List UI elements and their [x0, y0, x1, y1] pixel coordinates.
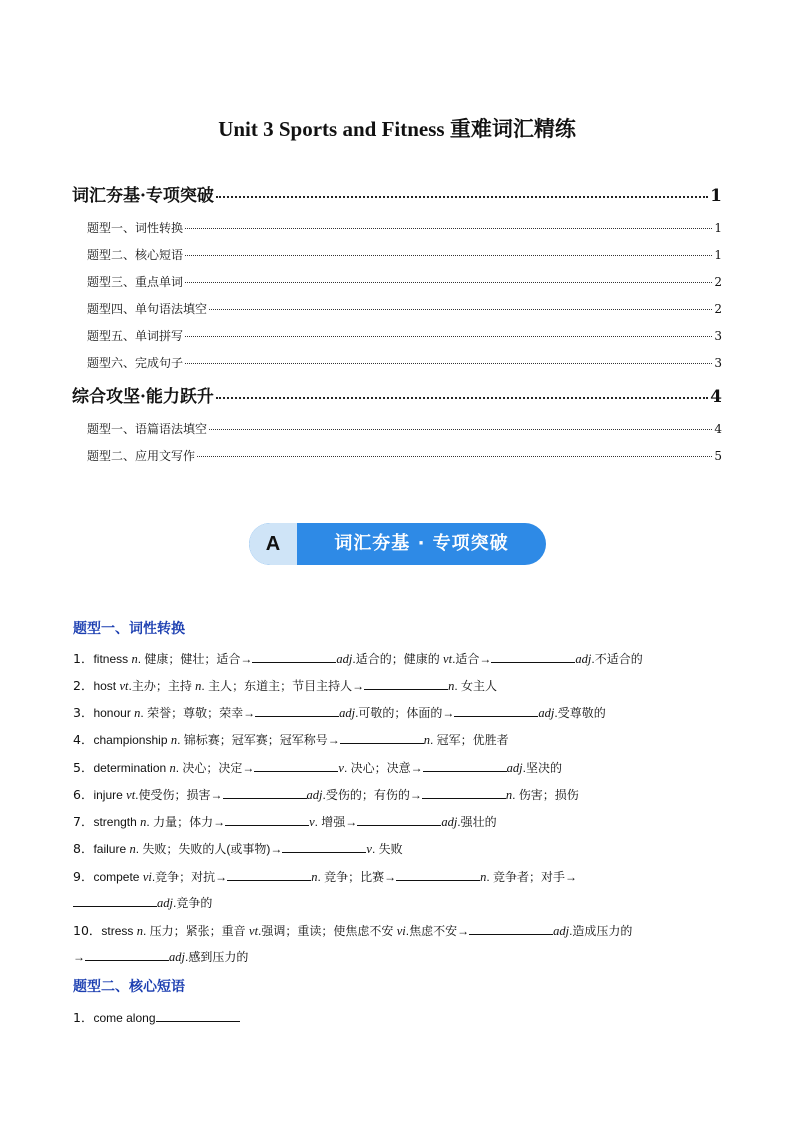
- part-of-speech: n: [140, 815, 147, 829]
- exercise-text: . 失败: [371, 842, 403, 856]
- item-number: 9．: [73, 869, 94, 884]
- toc-page-number: 1: [714, 221, 722, 235]
- part-of-speech: adj: [339, 706, 356, 720]
- exercise-line: [73, 921, 632, 939]
- exercise-line: [73, 839, 403, 857]
- part-of-speech: vt: [249, 924, 259, 938]
- answer-blank[interactable]: [340, 731, 424, 744]
- toc-entry-label: 题型一、语篇语法填空: [87, 422, 208, 436]
- exercise-text: . 增强→: [314, 815, 358, 829]
- exercise-line: [73, 649, 643, 667]
- part-of-speech: adj: [336, 652, 353, 666]
- exercise-line: [73, 894, 212, 911]
- part-of-speech: adj: [553, 924, 570, 938]
- answer-blank[interactable]: [396, 868, 480, 881]
- item-number: 10．: [73, 923, 102, 938]
- exercise-line: [73, 1008, 240, 1026]
- part-of-speech: n: [480, 870, 487, 884]
- exercise-text: .强壮的: [457, 815, 497, 829]
- exercise-text: . 荣誉；尊敬；荣幸→: [140, 706, 256, 720]
- part-of-speech: n: [311, 870, 318, 884]
- toc-dot-leader: [185, 336, 712, 337]
- exercise-text: .坚决的: [522, 761, 562, 775]
- toc-page-number: 4: [714, 422, 722, 436]
- part-of-speech: n: [195, 679, 202, 693]
- toc-entry[interactable]: [72, 382, 722, 407]
- toc-page-number: 4: [710, 387, 722, 407]
- item-number: 2．: [73, 678, 94, 693]
- toc-entry[interactable]: [72, 219, 722, 236]
- toc-dot-leader: [185, 282, 712, 283]
- answer-blank[interactable]: [491, 650, 575, 663]
- toc-page-number: 1: [714, 248, 722, 262]
- answer-blank[interactable]: [73, 894, 157, 907]
- part-of-speech: n: [136, 924, 143, 938]
- answer-blank[interactable]: [357, 813, 441, 826]
- exercise-line: [73, 785, 579, 803]
- toc-entry-label: 综合攻坚·能力跃升: [72, 387, 214, 407]
- answer-blank[interactable]: [282, 840, 366, 853]
- toc-dot-leader: [209, 429, 712, 430]
- part-of-speech: n: [170, 733, 178, 747]
- part-of-speech: adj: [538, 706, 555, 720]
- answer-blank[interactable]: [85, 948, 169, 961]
- toc-page-number: 2: [714, 275, 722, 289]
- exercise-text: .可敬的；体面的→: [355, 706, 455, 720]
- exercise-line: [73, 812, 497, 830]
- exercise-text: . 锦标赛；冠军赛；冠军称号→: [177, 733, 340, 747]
- exercise-text: . 冠军；优胜者: [430, 733, 509, 747]
- part-of-speech: n: [448, 679, 455, 693]
- exercise-line: [73, 730, 509, 748]
- toc-dot-leader: [185, 228, 712, 229]
- exercise-text: . 竞争；比赛→: [317, 870, 397, 884]
- toc-entry-label: 题型六、完成句子: [87, 356, 184, 370]
- answer-blank[interactable]: [423, 759, 507, 772]
- exercise-text: strength: [93, 815, 141, 829]
- answer-blank[interactable]: [364, 677, 448, 690]
- toc-entry[interactable]: [72, 447, 722, 464]
- toc-entry-label: 题型二、核心短语: [87, 248, 184, 262]
- section-heading-core-phrases: 题型二、核心短语: [73, 979, 185, 995]
- exercise-text: . 压力；紧张；重音: [143, 924, 250, 938]
- exercise-text: failure: [93, 842, 130, 856]
- toc-entry[interactable]: [72, 273, 722, 290]
- part-of-speech: n: [423, 733, 431, 747]
- part-of-speech: n: [134, 706, 141, 720]
- item-number: 6．: [73, 787, 94, 802]
- toc-dot-leader: [216, 196, 708, 198]
- exercise-text: .竞争的: [172, 896, 213, 910]
- toc-entry[interactable]: [72, 246, 722, 263]
- part-of-speech: v: [338, 761, 344, 775]
- toc-entry[interactable]: [72, 420, 722, 437]
- toc-entry-label: 题型四、单句语法填空: [87, 302, 208, 316]
- part-of-speech: n: [169, 761, 176, 775]
- toc-page-number: 1: [710, 186, 722, 206]
- toc-entry-label: 题型三、重点单词: [87, 275, 184, 289]
- page-title: Unit 3 Sports and Fitness 重难词汇精练: [218, 117, 576, 141]
- toc-entry[interactable]: [72, 354, 722, 371]
- answer-blank[interactable]: [225, 813, 309, 826]
- answer-blank[interactable]: [454, 704, 538, 717]
- exercise-text: .强调；重读；使焦虑不安: [258, 924, 397, 938]
- item-number: 5．: [73, 760, 94, 775]
- exercise-text: injure: [93, 788, 127, 802]
- section-badge-letter: A: [249, 523, 297, 565]
- toc-entry-label: 题型二、应用文写作: [87, 449, 196, 463]
- answer-blank[interactable]: [223, 786, 307, 799]
- item-number: 8．: [73, 841, 94, 856]
- toc-entry[interactable]: [72, 300, 722, 317]
- exercise-text: .适合→: [452, 652, 492, 666]
- exercise-text: host: [93, 679, 120, 693]
- exercise-text: . 女主人: [454, 679, 498, 693]
- exercise-text: .受尊敬的: [554, 706, 606, 720]
- item-number: 3．: [73, 705, 94, 720]
- answer-blank[interactable]: [469, 922, 553, 935]
- toc-page-number: 2: [714, 302, 722, 316]
- item-number: 7．: [73, 814, 94, 829]
- answer-blank[interactable]: [227, 868, 311, 881]
- part-of-speech: vi: [142, 870, 152, 884]
- toc-dot-leader: [185, 363, 712, 364]
- answer-blank[interactable]: [255, 704, 339, 717]
- part-of-speech: adj: [575, 652, 592, 666]
- exercise-text: . 健康；健壮；适合→: [137, 652, 253, 666]
- exercise-text: honour: [93, 706, 135, 720]
- exercise-text: compete: [93, 870, 143, 884]
- exercise-text: stress: [101, 924, 137, 938]
- toc-page-number: 3: [714, 329, 722, 343]
- part-of-speech: adj: [506, 761, 523, 775]
- exercise-text: . 伤害；损伤: [512, 788, 579, 802]
- part-of-speech: adj: [157, 896, 173, 910]
- exercise-text: determination: [93, 761, 170, 775]
- exercise-text: →: [73, 950, 85, 964]
- toc-entry-label: 题型一、词性转换: [87, 221, 184, 235]
- exercise-text: come along: [93, 1011, 156, 1025]
- item-number: 1．: [73, 1010, 94, 1025]
- part-of-speech: vi: [396, 924, 406, 938]
- exercise-text: .使受伤；损害→: [135, 788, 223, 802]
- toc-entry[interactable]: [72, 327, 722, 344]
- part-of-speech: vt: [126, 788, 136, 802]
- exercise-text: . 失败；失败的人(或事物)→: [135, 842, 283, 856]
- part-of-speech: vt: [443, 652, 453, 666]
- exercise-text: . 竞争者；对手→: [486, 870, 578, 884]
- exercise-text: .不适合的: [591, 652, 643, 666]
- answer-blank[interactable]: [422, 786, 506, 799]
- toc-entry[interactable]: [72, 181, 722, 206]
- exercise-text: . 力量；体力→: [146, 815, 226, 829]
- toc-dot-leader: [209, 309, 712, 310]
- exercise-line: [73, 703, 606, 721]
- exercise-text: .主办；主持: [128, 679, 196, 693]
- toc-page-number: 5: [714, 449, 722, 463]
- part-of-speech: n: [131, 652, 138, 666]
- exercise-text: . 决心；决定→: [175, 761, 255, 775]
- exercise-text: . 主人；东道主；节目主持人→: [201, 679, 365, 693]
- item-number: 1．: [73, 651, 94, 666]
- exercise-text: .受伤的；有伤的→: [322, 788, 422, 802]
- exercise-text: .竞争；对抗→: [151, 870, 228, 884]
- exercise-line: [73, 676, 497, 694]
- answer-blank[interactable]: [156, 1009, 240, 1022]
- answer-blank[interactable]: [254, 759, 338, 772]
- part-of-speech: adj: [306, 788, 323, 802]
- toc-entry-label: 词汇夯基·专项突破: [72, 186, 214, 206]
- toc-page-number: 3: [714, 356, 722, 370]
- toc-dot-leader: [197, 456, 712, 457]
- section-badge-title: 词汇夯基 · 专项突破: [334, 533, 509, 554]
- toc-dot-leader: [216, 397, 708, 399]
- exercise-text: . 决心；决意→: [343, 761, 423, 775]
- exercise-line: [73, 948, 248, 965]
- section-badge: [249, 523, 546, 565]
- toc-entry-label: 题型五、单词拼写: [87, 329, 184, 343]
- answer-blank[interactable]: [252, 650, 336, 663]
- exercise-text: .造成压力的: [569, 924, 633, 938]
- exercise-line: [73, 758, 562, 776]
- part-of-speech: n: [129, 842, 136, 856]
- toc-dot-leader: [185, 255, 712, 256]
- exercise-text: .适合的；健康的: [352, 652, 444, 666]
- section-heading-word-forms: 题型一、词性转换: [73, 621, 185, 637]
- exercise-text: championship: [93, 733, 171, 747]
- part-of-speech: adj: [169, 950, 185, 964]
- exercise-text: .焦虑不安→: [405, 924, 470, 938]
- part-of-speech: n: [505, 788, 513, 802]
- part-of-speech: v: [366, 842, 372, 856]
- exercise-line: [73, 867, 577, 885]
- exercise-text: fitness: [93, 652, 132, 666]
- exercise-text: .感到压力的: [184, 950, 249, 964]
- part-of-speech: vt: [119, 679, 129, 693]
- part-of-speech: adj: [441, 815, 458, 829]
- item-number: 4．: [73, 732, 94, 747]
- part-of-speech: v: [309, 815, 315, 829]
